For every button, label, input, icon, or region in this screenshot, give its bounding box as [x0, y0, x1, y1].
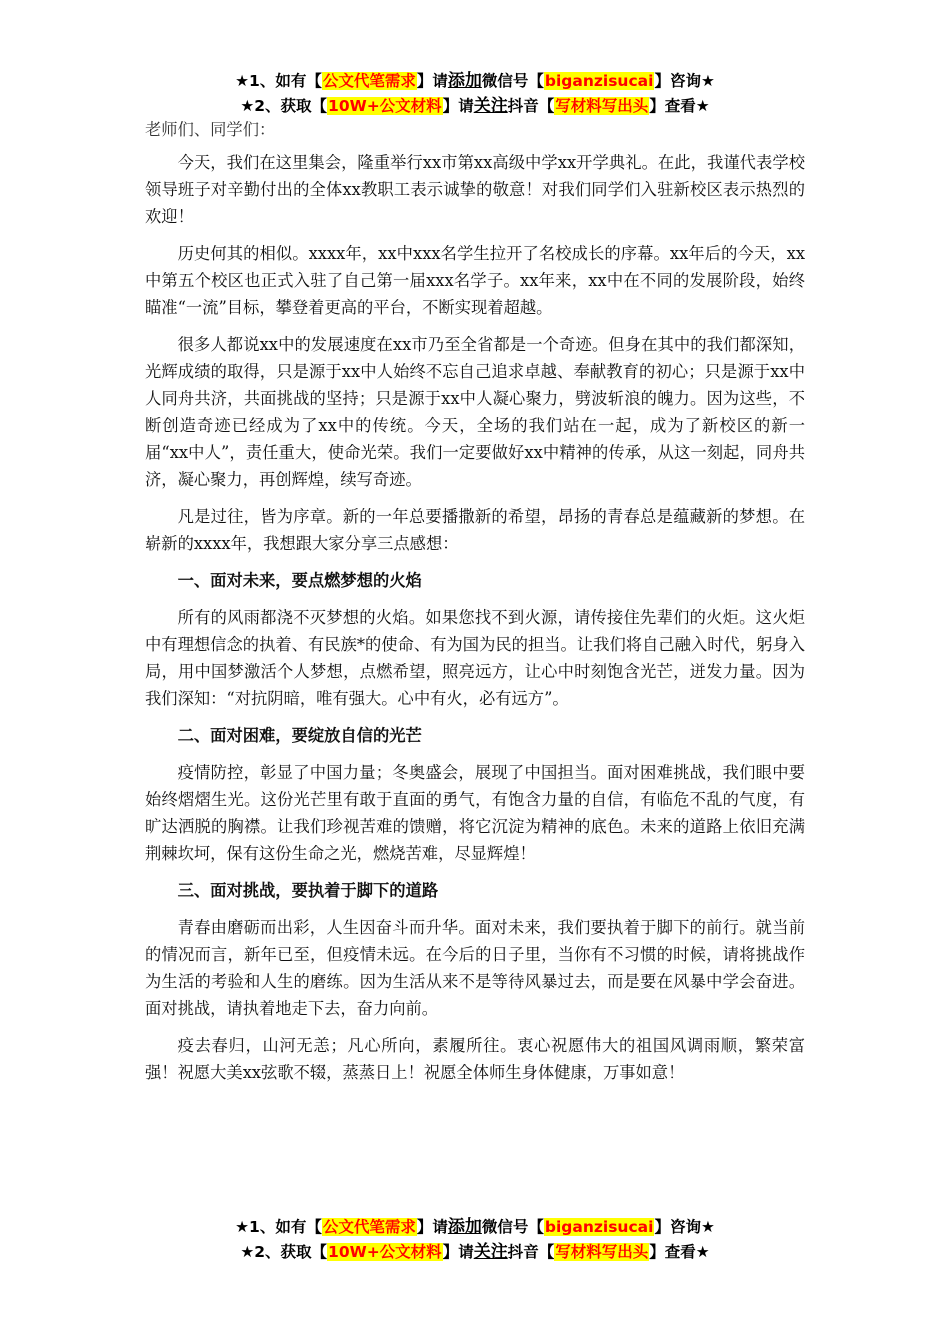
- ad2-prefix: ★2、获取【: [240, 1243, 328, 1261]
- ad1-text-2: 微信号【: [481, 72, 544, 90]
- ad2-underlined-follow: 关注: [473, 96, 508, 116]
- paragraph: 今天，我们在这里集会，隆重举行xx市第xx高级中学xx开学典礼。在此，我谨代表学校领导班子对辛勤付出的全体xx教职工表示诚挚的敬意！对我们同学们入驻新校区表示热烈的欢迎！: [145, 153, 805, 226]
- salutation: 老师们、同学们：: [145, 120, 276, 139]
- ad1-text: 】请: [416, 1218, 448, 1236]
- ad2-underlined-follow: 关注: [473, 1242, 508, 1262]
- ad1-prefix: ★1、如有【: [235, 72, 322, 90]
- ad1-underlined-add: 添加: [447, 1217, 482, 1237]
- ad2-text: 】请: [442, 97, 474, 115]
- paragraph: 凡是过往，皆为序章。新的一年总要播撒新的希望，昂扬的青春总是蕴藏新的梦想。在崭新的xxxx年，我想跟大家分享三点感想：: [145, 507, 805, 553]
- paragraph: 青春由磨砺而出彩，人生因奋斗而升华。面对未来，我们要执着于脚下的前行。就当前的情况而言，新年已至，但疫情未远。在今后的日子里，当你有不习惯的时候，请将挑战作为生活的考验和人生的磨练。因为生活从来不是等待风暴过去，而是要在风暴中学会奋进。面对挑战，请执着地走下去，奋力向前。: [145, 918, 805, 1018]
- header-ad-line-1: [0, 70, 950, 92]
- ad2-highlight-douyin: 写材料写出头: [555, 97, 649, 115]
- ad1-suffix: 】咨询★: [654, 72, 715, 90]
- ad2-prefix: ★2、获取【: [240, 97, 328, 115]
- section-heading-1: 一、面对未来，要点燃梦想的火焰: [177, 571, 422, 590]
- paragraph: 历史何其的相似。xxxx年，xx中xxx名学生拉开了名校成长的序幕。xx年后的今天，xx中第五个校区也正式入驻了自己第一届xxx名学子。xx年来，xx中在不同的发展阶段，始终瞄准“一流”目标，攀登着更高的平台，不断实现着超越。: [145, 244, 805, 317]
- ad2-suffix: 】查看★: [649, 1243, 710, 1261]
- paragraph: 很多人都说xx中的发展速度在xx市乃至全省都是一个奇迹。但身在其中的我们都深知，光辉成绩的取得，只是源于xx中人始终不忘自己追求卓越、奉献教育的初心；只是源于xx中人同舟共济，共面挑战的坚持；只是源于xx中人凝心聚力，劈波斩浪的魄力。因为这些，不断创造奇迹已经成为了xx中的传统。今天，全场的我们站在一起，成为了新校区的新一届“xx中人”，责任重大，使命光荣。我们一定要做好xx中精神的传承，从这一刻起，同舟共济，凝心聚力，再创辉煌，续写奇迹。: [145, 335, 805, 489]
- ad1-text-2: 微信号【: [481, 1218, 544, 1236]
- ad1-highlight-service: 公文代笔需求: [322, 1218, 416, 1236]
- ad2-highlight-douyin: 写材料写出头: [555, 1243, 649, 1261]
- paragraph: 疫情防控，彰显了中国力量；冬奥盛会，展现了中国担当。面对困难挑战，我们眼中要始终熠熠生光。这份光芒里有敢于直面的勇气，有饱含力量的自信，有临危不乱的气度，有旷达洒脱的胸襟。让我们珍视苦难的馈赠，将它沉淀为精神的底色。未来的道路上依旧充满荆棘坎坷，保有这份生命之光，燃烧苦难，尽显辉煌！: [145, 763, 805, 863]
- footer-ad-line-2: [0, 1241, 950, 1263]
- ad1-prefix: ★1、如有【: [235, 1218, 322, 1236]
- ad1-highlight-wechat: biganzisucai: [544, 1218, 654, 1236]
- ad2-highlight-materials: 10W+公文材料: [328, 1243, 442, 1261]
- ad2-text-2: 抖音【: [507, 1243, 555, 1261]
- ad2-suffix: 】查看★: [649, 97, 710, 115]
- ad1-highlight-wechat: biganzisucai: [544, 72, 654, 90]
- footer-ad-line-1: [0, 1216, 950, 1238]
- section-heading-3: 三、面对挑战，要执着于脚下的道路: [177, 881, 439, 900]
- ad1-underlined-add: 添加: [447, 71, 482, 91]
- document-body: [145, 116, 805, 1096]
- ad1-text: 】请: [416, 72, 448, 90]
- ad1-highlight-service: 公文代笔需求: [322, 72, 416, 90]
- ad1-suffix: 】咨询★: [654, 1218, 715, 1236]
- ad2-highlight-materials: 10W+公文材料: [328, 97, 442, 115]
- header-ad-line-2: [0, 95, 950, 117]
- section-heading-2: 二、面对困难，要绽放自信的光芒: [177, 726, 422, 745]
- ad2-text-2: 抖音【: [507, 97, 555, 115]
- ad2-text: 】请: [442, 1243, 474, 1261]
- paragraph: 疫去春归，山河无恙；凡心所向，素履所往。衷心祝愿伟大的祖国风调雨顺，繁荣富强！祝愿大美xx弦歌不辍，蒸蒸日上！祝愿全体师生身体健康，万事如意！: [145, 1036, 805, 1082]
- paragraph: 所有的风雨都浇不灭梦想的火焰。如果您找不到火源，请传接住先辈们的火炬。这火炬中有理想信念的执着、有民族*的使命、有为国为民的担当。让我们将自己融入时代，躬身入局，用中国梦激活个人梦想，点燃希望，照亮远方，让心中时刻饱含光芒，迸发力量。因为我们深知：“对抗阴暗，唯有强大。心中有火，必有远方”。: [145, 608, 805, 708]
